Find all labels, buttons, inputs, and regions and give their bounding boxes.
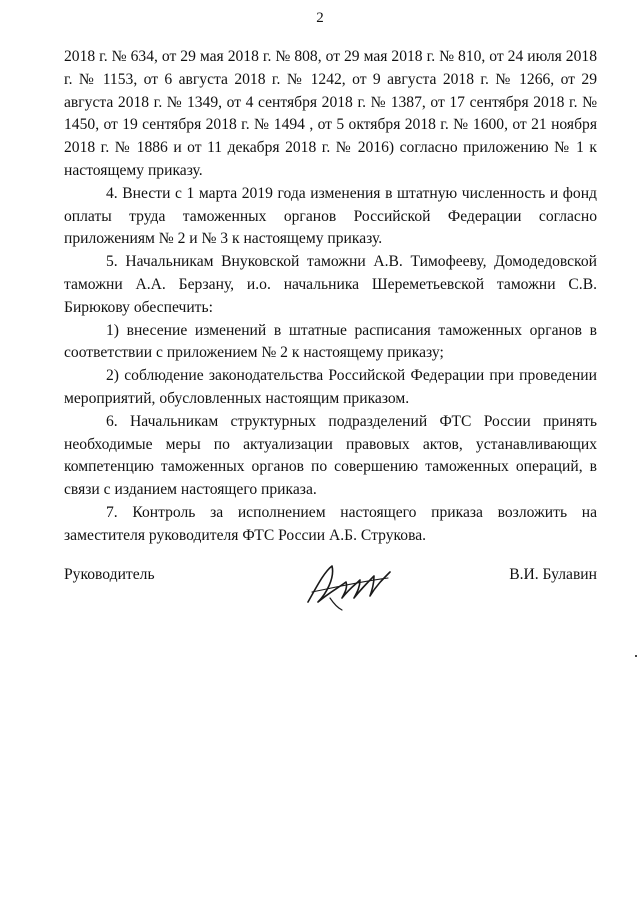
document-body (64, 46, 597, 548)
paragraph-item-5: 5. Начальникам Внуковской таможни А.В. Тимофееву, Домодедовской таможни А.А. Берзану, и.о. начальника Шереметьевской таможни С.В. Бирюкову обеспечить: (64, 253, 597, 316)
signatory-name: В.И. Булавин (509, 566, 597, 583)
scan-speck (635, 655, 637, 657)
paragraph-subitem-2: 2) соблюдение законодательства Российской Федерации при проведении мероприятий, обусловленных настоящим приказом. (64, 367, 597, 407)
paragraph-subitem-1: 1) внесение изменений в штатные расписания таможенных органов в соответствии с приложением № 2 к настоящему приказу; (64, 321, 597, 362)
signature-block (64, 566, 597, 626)
page-number: 2 (316, 10, 324, 26)
paragraph-item-7: 7. Контроль за исполнением настоящего приказа возложить на заместителя руководителя ФТС России А.Б. Струкова. (64, 503, 597, 544)
paragraph-continuation: 2018 г. № 634, от 29 мая 2018 г. № 808, от 29 мая 2018 г. № 810, от 24 июля 2018 г. № 1153, от 6 августа 2018 г. № 1242, от 9 августа 2018 г. № 1266, от 29 августа 2018 г. № 1349, от 4 сентября 2018 г. № 1387, от 17 сентября 2018 г. № 1450, от 19 сентября 2018 г. № 1494 , от 5 октября 2018 г. № 1600, от 21 ноября 2018 г. № 1886 и от 11 декабря 2018 г. № 2016) согласно приложению № 1 к настоящему приказу. (64, 48, 597, 179)
paragraph-item-6: 6. Начальникам структурных подразделений ФТС России принять необходимые меры по актуализации правовых актов, устанавливающих компетенцию таможенных органов по совершению таможенных операций, в связи с изданием настоящего приказа. (64, 412, 597, 499)
handwritten-signature (302, 558, 398, 612)
paragraph-item-4: 4. Внести с 1 марта 2019 года изменения в штатную численность и фонд оплаты труда таможенных органов Российской Федерации согласно приложениям № 2 и № 3 к настоящему приказу. (64, 184, 597, 248)
signatory-role: Руководитель (64, 566, 155, 583)
